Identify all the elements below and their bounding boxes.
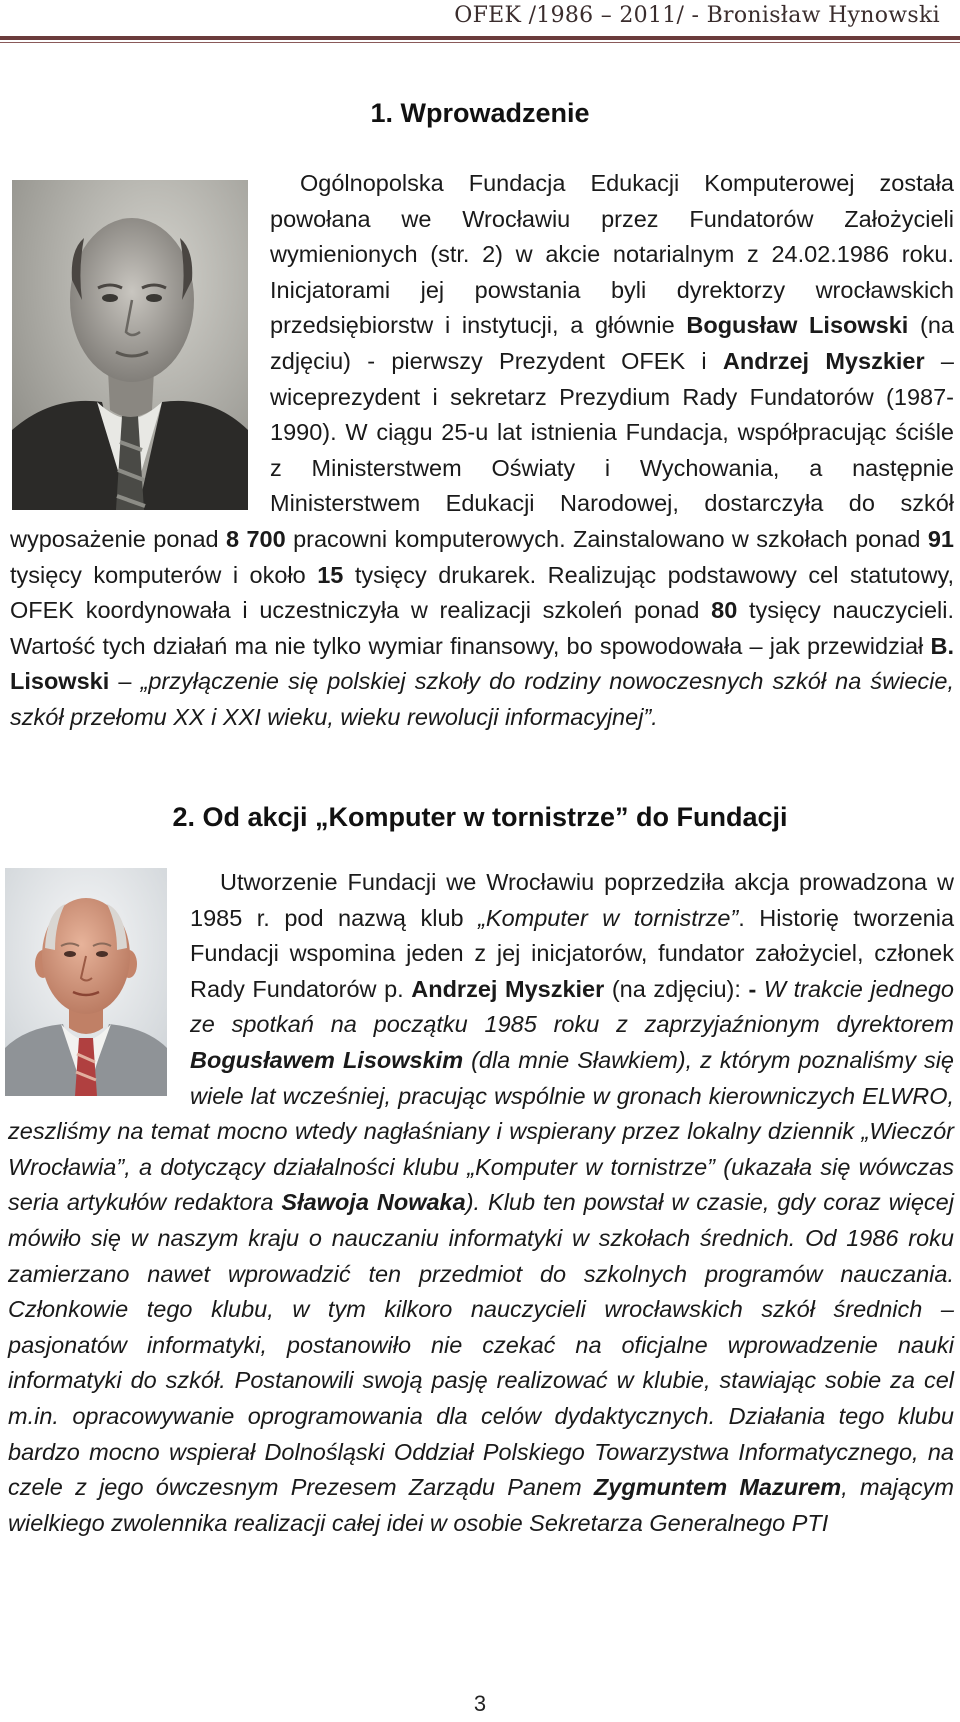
section2-text	[8, 865, 954, 1541]
name-mazur: Zygmuntem Mazurem	[593, 1474, 842, 1501]
text-run: . Historię tworzenia Fundacji wspomina jeden z jej inicjatorów, fundator założyciel, członek Rady Fundatorów p.	[190, 904, 955, 1002]
club-name: „Komputer w tornistrze”	[478, 904, 739, 931]
name-myszkier: Andrzej Myszkier	[411, 975, 605, 1002]
section-heading-1: 1. Wprowadzenie	[370, 98, 590, 128]
section1-text	[10, 166, 954, 736]
photo-space	[8, 865, 190, 1101]
running-header: OFEK /1986 – 2011/ - Bronisław Hynowski	[454, 3, 940, 28]
text-run: tysięcy komputerów i około	[10, 561, 318, 588]
stat-computers: 91	[927, 525, 954, 552]
quote-run: ). Klub ten powstał w czasie, gdy coraz więcej mówiło się w naszym kraju o nauczaniu informatyki w szkołach średnich. Od 1986 roku zamierzano nawet wprowadzić ten przedmiot do szkolnych programów nauczania. Członkowie tego klubu, w tym kilkoro nauczycieli wrocławskich szkół średnich – pasjonatów informatyki, postanowiło nie czekać na oficjalne wprowadzenie nauki informatyki do szkół. Postanowili swoją pasję realizować w klubie, stawiając sobie za cel m.in. opracowywanie oprogramowania dla celów dydaktycznych. Działania tego klubu bardzo mocno wspierał Dolnośląski Oddział Polskiego Towarzystwa Informatycznego, na czele z jego ówczesnym Prezesem Zarządu Panem	[8, 1189, 954, 1501]
quote-lisowski: „przyłączenie się polskiej szkoły do rodziny nowoczesnych szkół na świecie, szkół przełomu XX i XXI wieku, wieku rewolucji informacyjnej”.	[10, 668, 954, 730]
stat-teachers: 80	[711, 597, 738, 624]
header-rule-thin	[0, 42, 960, 43]
quote-run: , mającym wielkiego zwolennika realizacji całej idei w osobie Sekretarza Generalnego PTI	[8, 1474, 954, 1536]
text-run: Utworzenie Fundacji we Wrocławiu poprzedziła akcja prowadzona w 1985 r. pod nazwą klub	[190, 869, 954, 931]
quote-run: (dla mnie Sławkiem), z którym poznaliśmy się wiele lat wcześniej, pracując wspólnie w gronach kierowniczych ELWRO, zeszliśmy na temat mocno wtedy nagłaśniany i wspierany przez lokalny dziennik „Wieczór Wrocławia”, a dotyczący działalności klubu „Komputer w tornistrze” (ukazała się wówczas seria artykułów redaktora	[8, 1046, 954, 1216]
page-number: 3	[473, 1691, 487, 1716]
name-nowak: Sławoja Nowaka	[281, 1189, 466, 1216]
text-run: pracowni komputerowych. Zainstalowano w szkołach ponad	[285, 525, 928, 552]
text-run: (na zdjęciu) - pierwszy Prezydent OFEK i	[270, 312, 954, 374]
name-b-lisowski: B. Lisowski	[10, 632, 954, 695]
text-run: tysięcy drukarek. Realizując podstawowy cel statutowy, OFEK koordynowała i uczestniczyła w realizacji szkoleń ponad	[10, 561, 954, 624]
name-lisowski: Bogusław Lisowski	[686, 312, 909, 339]
dash: -	[748, 975, 757, 1002]
stat-printers: 15	[317, 561, 344, 588]
section-heading-2: 2. Od akcji „Komputer w tornistrze” do Fundacji	[172, 802, 788, 832]
text-run: (na zdjęciu):	[604, 975, 749, 1002]
text-run: tysięcy nauczycieli. Wartość tych działań ma nie tylko wymiar finansowy, bo spowodowała – jak przewidział	[10, 597, 954, 659]
name-myszkier: Andrzej Myszkier	[722, 347, 925, 374]
name-lisowski: Bogusławem Lisowskim	[190, 1046, 464, 1073]
text-run: – wiceprezydent i sekretarz Prezydium Rady Fundatorów (1987-1990). W ciągu 25-u lat istnienia Fundacja, współpracując ściśle z Ministerstwem Oświaty i Wychowania, a następnie Ministerstwem Edukacji Narodowej, dostarczyła do szkół wyposażenie ponad	[10, 347, 954, 552]
photo-space	[10, 166, 270, 508]
header-rule	[0, 36, 960, 40]
text-run: –	[109, 668, 141, 695]
stat-labs: 8 700	[226, 525, 286, 552]
text-run: Ogólnopolska Fundacja Edukacji Komputerowej została powołana we Wrocławiu przez Fundatorów Założycieli wymienionych (str. 2) w akcie notarialnym z 24.02.1986 roku. Inicjatorami jej powstania byli dyrektorzy wrocławskich przedsiębiorstw i instytucji, a głównie	[270, 170, 954, 339]
quote-run: W trakcie jednego ze spotkań na początku 1985 roku z zaprzyjaźnionym dyrektorem	[190, 975, 955, 1038]
